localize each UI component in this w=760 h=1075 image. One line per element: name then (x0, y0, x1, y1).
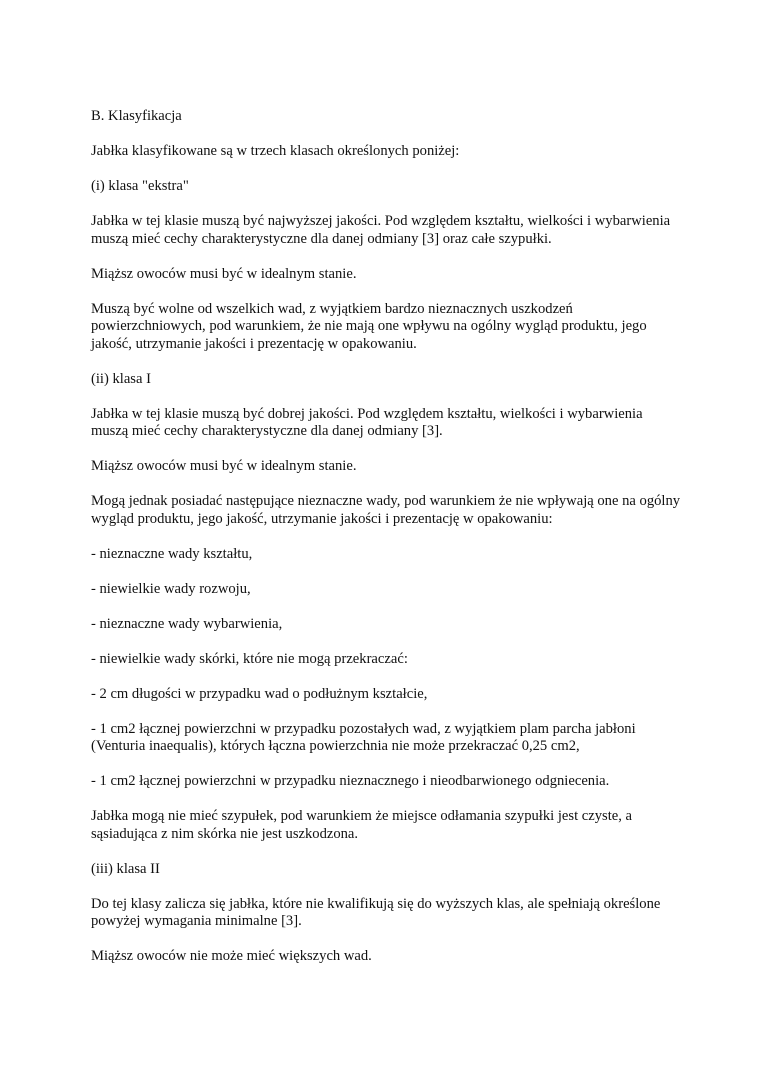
paragraph: Miąższ owoców nie może mieć większych wad. (91, 948, 372, 964)
paragraph: Do tej klasy zalicza się jabłka, które nie kwalifikują się do wyższych klas, ale spełniają określone powyżej wymagania minimalne [3]. (91, 895, 661, 929)
paragraph: Jabłka w tej klasie muszą być dobrej jakości. Pod względem kształtu, wielkości i wybarwienia muszą mieć cechy charakterystyczne dla danej odmiany [3]. (91, 405, 643, 439)
paragraph: Miąższ owoców musi być w idealnym stanie. (91, 458, 357, 474)
list-item: - 2 cm długości w przypadku wad o podłużnym kształcie, (91, 685, 428, 702)
paragraph: Jabłka mogą nie mieć szypułek, pod warunkiem że miejsce odłamania szypułki jest czyste, a sąsiadująca z nim skórka nie jest uszkodzona. (91, 808, 633, 842)
class-heading-extra: (i) klasa "ekstra" (91, 178, 189, 194)
paragraph: Mogą jednak posiadać następujące nieznaczne wady, pod warunkiem że nie wpływają one na ogólny wygląd produktu, jego jakość, utrzymanie jakości i prezentację w opakowaniu: (91, 493, 681, 527)
list-item: - niewielkie wady rozwoju, (91, 580, 251, 597)
section-heading: B. Klasyfikacja (91, 108, 182, 124)
list-item: - nieznaczne wady kształtu, (91, 545, 253, 562)
list-item: - 1 cm2 łącznej powierzchni w przypadku nieznacznego i nieodbarwionego odgniecenia. (91, 773, 610, 789)
list-item: - 1 cm2 łącznej powierzchni w przypadku pozostałych wad, z wyjątkiem plam parcha jabłoni (Venturia inaequalis), których łączna powierzchnia nie może przekraczać 0,25 cm2, (91, 720, 636, 754)
paragraph: Jabłka klasyfikowane są w trzech klasach określonych poniżej: (91, 143, 460, 159)
paragraph: Jabłka w tej klasie muszą być najwyższej jakości. Pod względem kształtu, wielkości i wybarwienia muszą mieć cechy charakterystyczne dla danej odmiany [3] oraz całe szypułki. (91, 213, 671, 247)
paragraph: Muszą być wolne od wszelkich wad, z wyjątkiem bardzo nieznacznych uszkodzeń powierzchniowych, pod warunkiem, że nie mają one wpływu na ogólny wygląd produktu, jego jakość, utrzymanie jakości i prezentację w opakowaniu. (91, 300, 647, 352)
list-item: - niewielkie wady skórki, które nie mogą przekraczać: (91, 650, 408, 667)
paragraph: Miąższ owoców musi być w idealnym stanie. (91, 265, 357, 282)
document-body (91, 108, 681, 983)
class-heading-ii: (iii) klasa II (91, 860, 160, 877)
list-item: - nieznaczne wady wybarwienia, (91, 615, 283, 632)
class-heading-i: (ii) klasa I (91, 370, 151, 387)
